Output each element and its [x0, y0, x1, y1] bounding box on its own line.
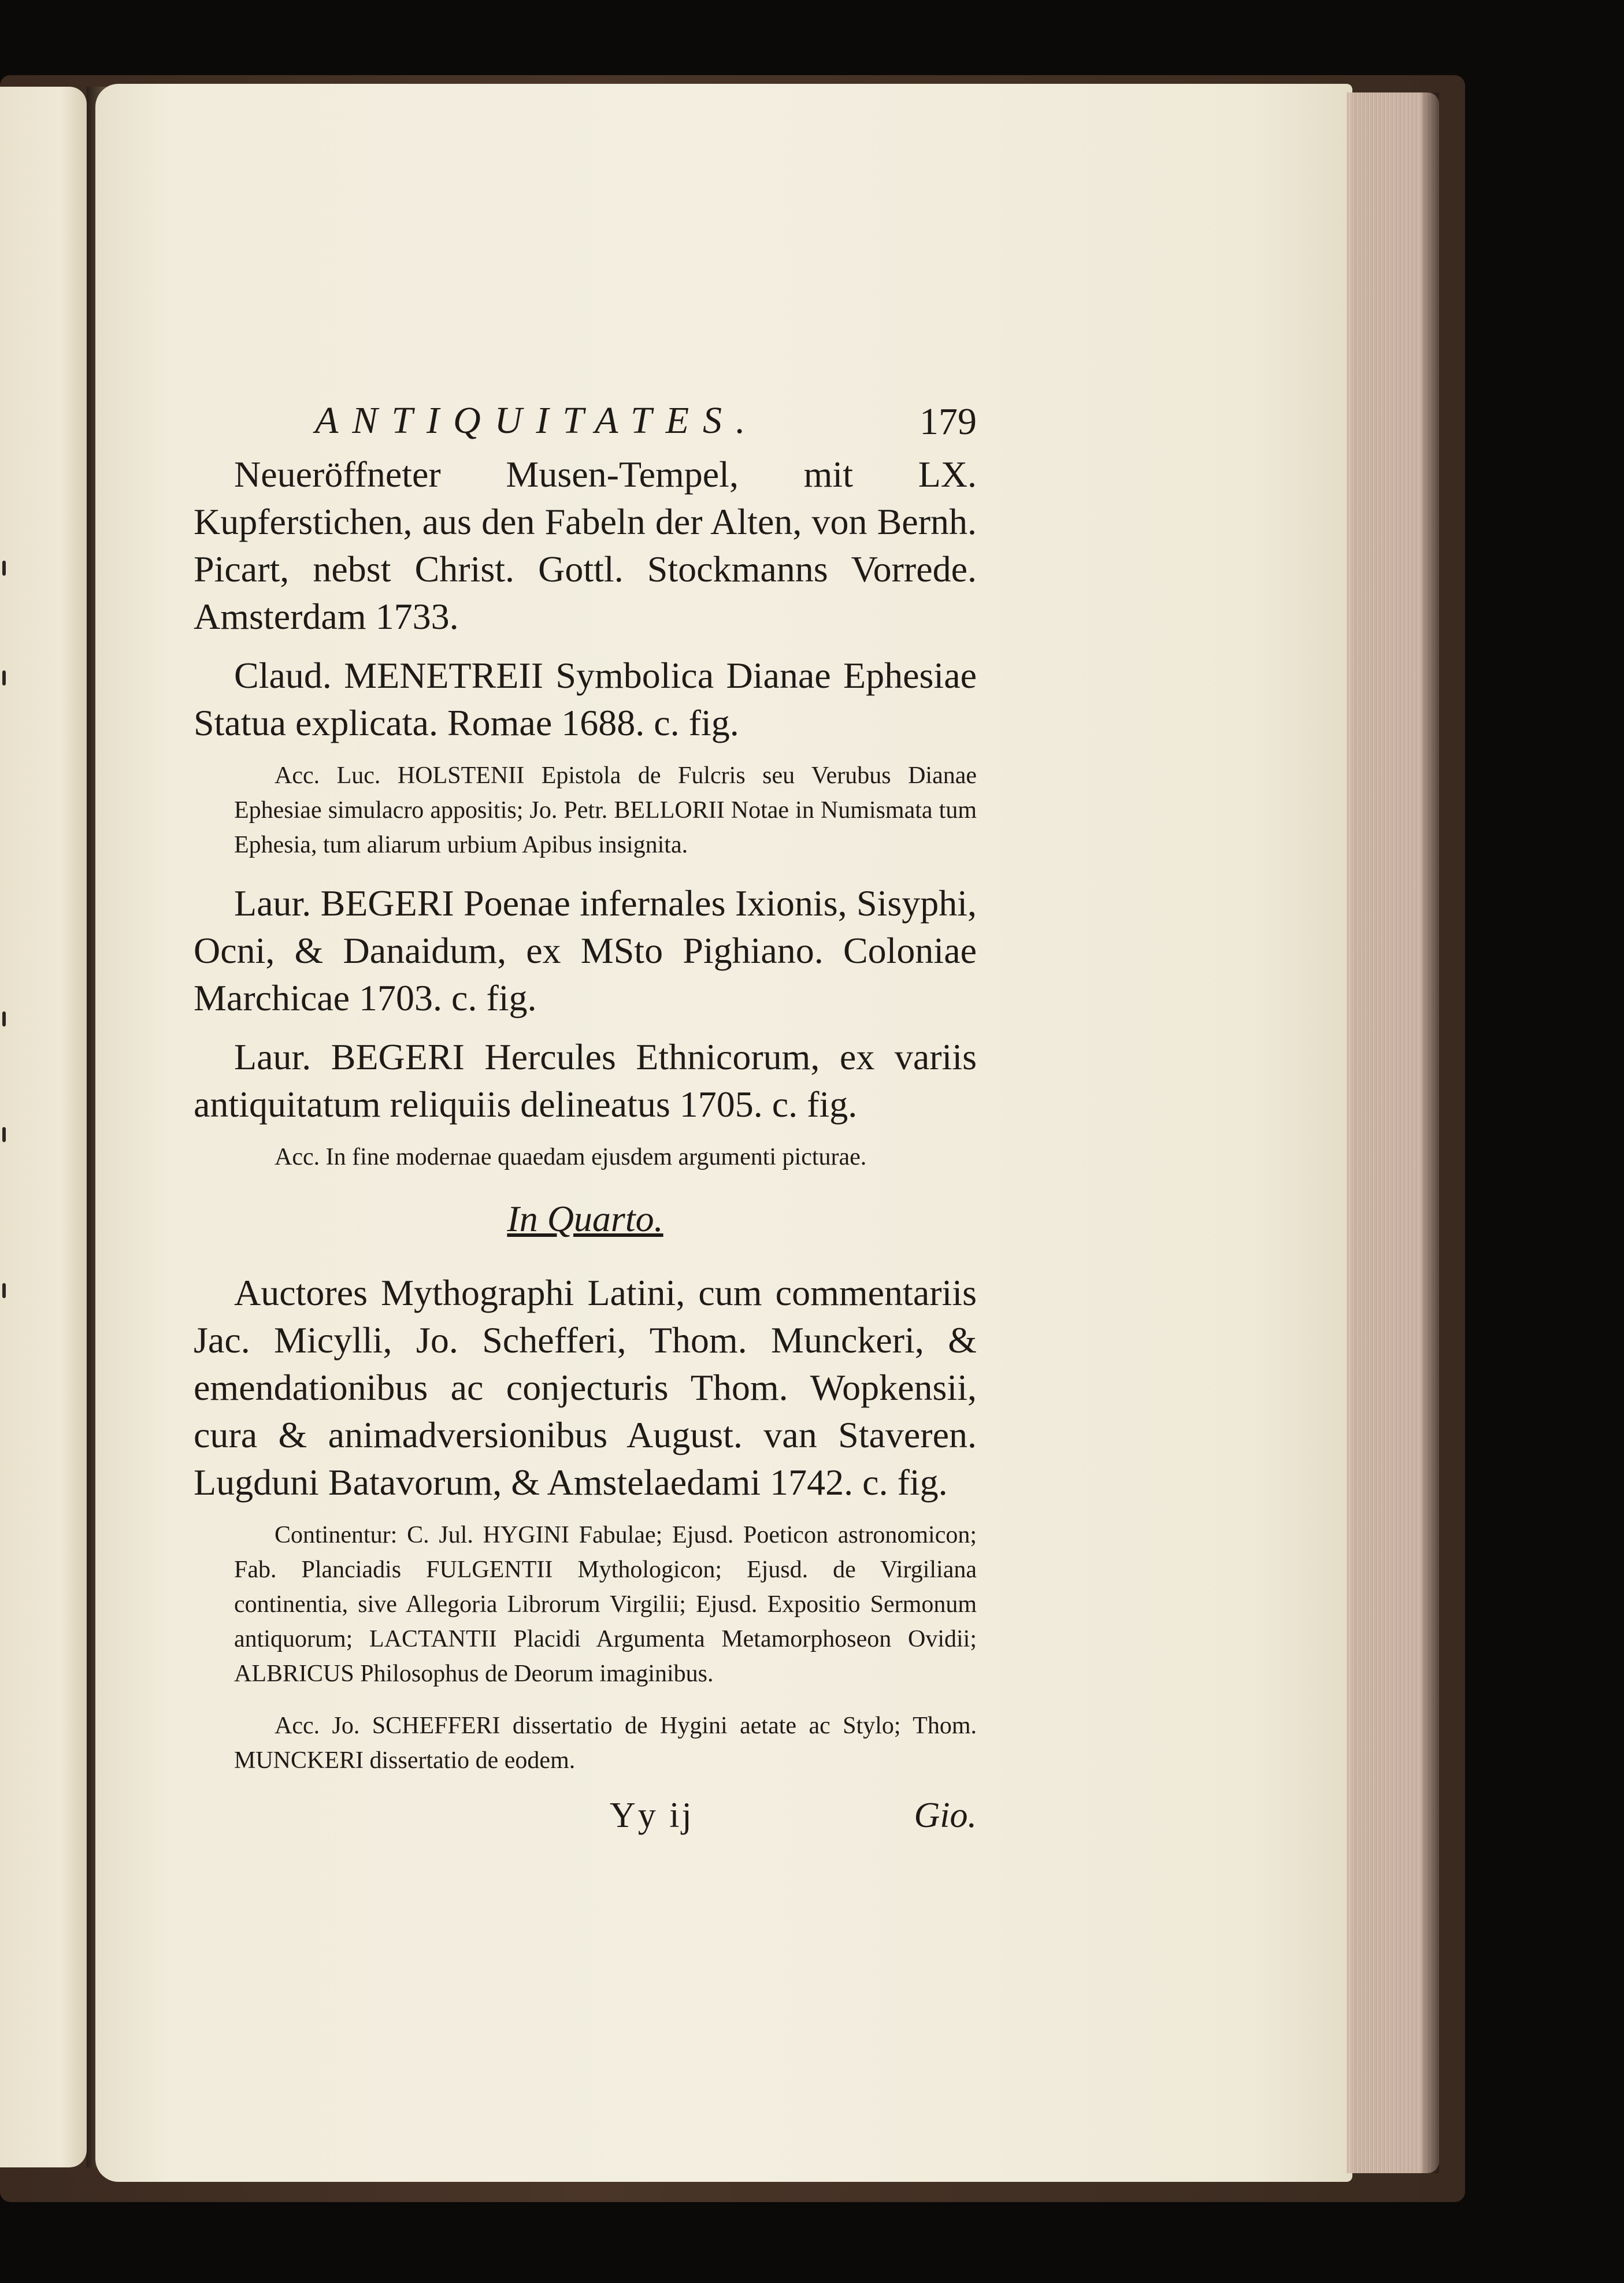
- entry-note: Acc. In fine modernae quaedam ejusdem argumenti picturae.: [275, 1144, 867, 1170]
- previous-page-edge: [0, 87, 87, 2167]
- entry-note: Continentur: C. Jul. HYGINI Fabulae; Ejusd. Poeticon astronomicon; Fab. Planciadis FULGENTII Mythologicon; Ejusd. de Virgiliana continentia, sive Allegoria Librorum Virgilii; Ejusd. Expositio Sermonum antiquorum; LACTANTII Placidi Argumenta Metamorphoseon Ovidii; ALBRICUS Philosophus de Deorum imaginibus.: [234, 1522, 977, 1687]
- section-heading: [194, 1198, 977, 1240]
- running-head: ANTIQUITATES.: [315, 399, 759, 442]
- catchword: Gio.: [914, 1796, 977, 1835]
- entry-note: Acc. Luc. HOLSTENII Epistola de Fulcris seu Verubus Dianae Ephesiae simulacro appositis; Jo. Petr. BELLORII Notae in Numismata tum Ephesia, tum aliarum urbium Apibus insignita.: [234, 762, 977, 858]
- catalog-entry: Auctores Mythographi Latini, cum commentariis Jac. Micylli, Jo. Schefferi, Thom. Munckeri, & emendationibus ac conjecturis Thom. Wopkensii, cura & animadversionibus August. van Staveren. Lugduni Batavorum, & Amstelaedami 1742. c. fig.: [194, 1272, 977, 1503]
- catalog-entry: Laur. BEGERI Hercules Ethnicorum, ex variis antiquitatum reliquiis delineatus 1705. c. fig.: [194, 1036, 977, 1125]
- catalog-entry: Claud. MENETREII Symbolica Dianae Ephesiae Statua explicata. Romae 1688. c. fig.: [194, 655, 977, 743]
- catalog-entry: Neueröffneter Musen-Tempel, mit LX. Kupferstichen, aus den Fabeln der Alten, von Bernh. Picart, nebst Christ. Gottl. Stockmanns Vorrede. Amsterdam 1733.: [194, 454, 977, 637]
- page-footer: [194, 1795, 977, 1847]
- signature-mark: Yy ij: [610, 1796, 694, 1835]
- section-heading-text: In Quarto.: [507, 1198, 663, 1239]
- page-text: [194, 387, 977, 1847]
- entry-note: Acc. Jo. SCHEFFERI dissertatio de Hygini aetate ac Stylo; Thom. MUNCKERI dissertatio de eodem.: [234, 1713, 977, 1774]
- page-edges: [1347, 92, 1439, 2173]
- catalog-entry: Laur. BEGERI Poenae infernales Ixionis, Sisyphi, Ocni, & Danaidum, ex MSto Pighiano. Coloniae Marchicae 1703. c. fig.: [194, 883, 977, 1018]
- page-header: [194, 387, 977, 451]
- page-number: 179: [919, 401, 977, 443]
